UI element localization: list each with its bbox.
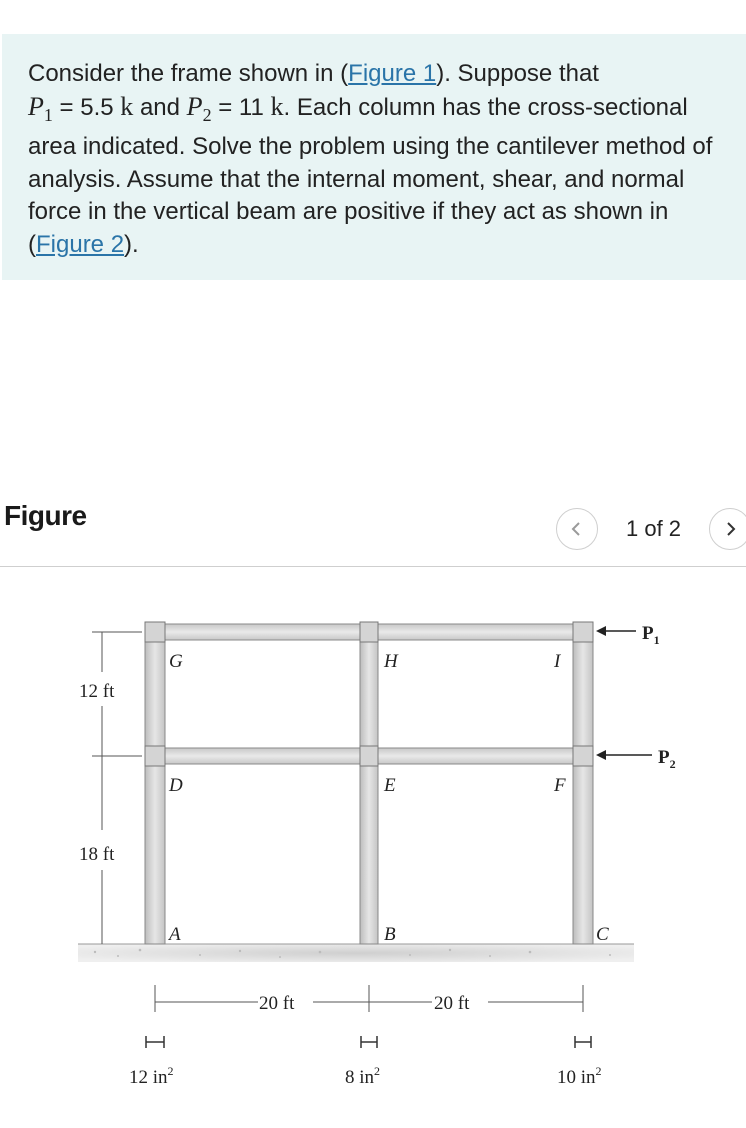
right-column — [573, 622, 593, 944]
problem-text-part: ). Suppose that — [436, 60, 599, 87]
node-label-e: E — [384, 775, 396, 796]
area-left-column: 12 $in^2$ — [129, 1064, 174, 1088]
problem-text-part: . Each column has the cross-sectional area indicated. Solve the problem using the cantilever method of analysis. Assume that the internal moment, shear, and normal force in the vertical beam are positive if they act as shown in ( — [28, 93, 713, 258]
dim-bay-left: 20 ft — [259, 993, 295, 1014]
roof-beam-left — [165, 624, 360, 640]
node-label-g: G — [169, 651, 183, 672]
area-right-column: 10 $in^2$ — [557, 1064, 602, 1088]
node-label-f: F — [554, 775, 566, 796]
column-section-symbols — [146, 1036, 591, 1048]
problem-text-part: ). — [124, 230, 139, 258]
floor-beam-left — [165, 748, 360, 764]
chevron-left-icon — [568, 520, 586, 538]
area-middle-column: 8 $in^2$ — [345, 1064, 381, 1088]
p1-value: = 5.5 — [52, 93, 121, 121]
figure-page-indicator: 1 of 2 — [626, 516, 682, 541]
problem-text — [28, 58, 718, 261]
p2-symbol: $P_2$ — [186, 91, 212, 125]
node-label-h: H — [384, 651, 398, 672]
next-figure-button[interactable] — [709, 508, 746, 550]
figure-heading: Figure — [4, 500, 87, 531]
node-label-a: A — [169, 924, 181, 945]
figure-1-link[interactable]: Figure 1 — [348, 60, 437, 87]
p2-unit: k — [270, 91, 284, 121]
p2-value: = 11 — [211, 93, 271, 121]
dim-bay-right: 20 ft — [434, 993, 470, 1014]
figure-2-link[interactable]: Figure 2 — [36, 230, 125, 258]
node-label-b: B — [384, 924, 396, 945]
node-label-i: I — [554, 651, 561, 672]
p1-unit: k — [120, 91, 134, 121]
p1-label: $P_1$ — [642, 623, 660, 647]
load-arrow-p2 — [596, 750, 652, 760]
problem-intro: Consider the frame shown in ( — [28, 60, 349, 87]
p1-symbol: $P_1$ — [28, 91, 53, 125]
left-column — [145, 622, 165, 944]
dim-upper-story: 12 ft — [79, 681, 115, 702]
load-arrow-p1 — [596, 626, 636, 636]
horizontal-dimension-lines — [155, 985, 583, 1012]
figure-divider — [0, 566, 746, 567]
node-label-d: D — [169, 775, 183, 796]
dim-lower-story: 18 ft — [79, 844, 115, 865]
previous-figure-button[interactable] — [556, 508, 598, 550]
frame-diagram — [0, 600, 746, 1128]
problem-text-part: and — [133, 93, 187, 121]
middle-column — [360, 622, 378, 944]
node-label-c: C — [596, 924, 609, 945]
ground — [78, 944, 634, 962]
p2-label: $P_2$ — [658, 747, 676, 771]
floor-beam-right — [378, 748, 573, 764]
roof-beam-right — [378, 624, 573, 640]
vertical-dimension-lines — [92, 632, 142, 944]
chevron-right-icon — [721, 520, 739, 538]
